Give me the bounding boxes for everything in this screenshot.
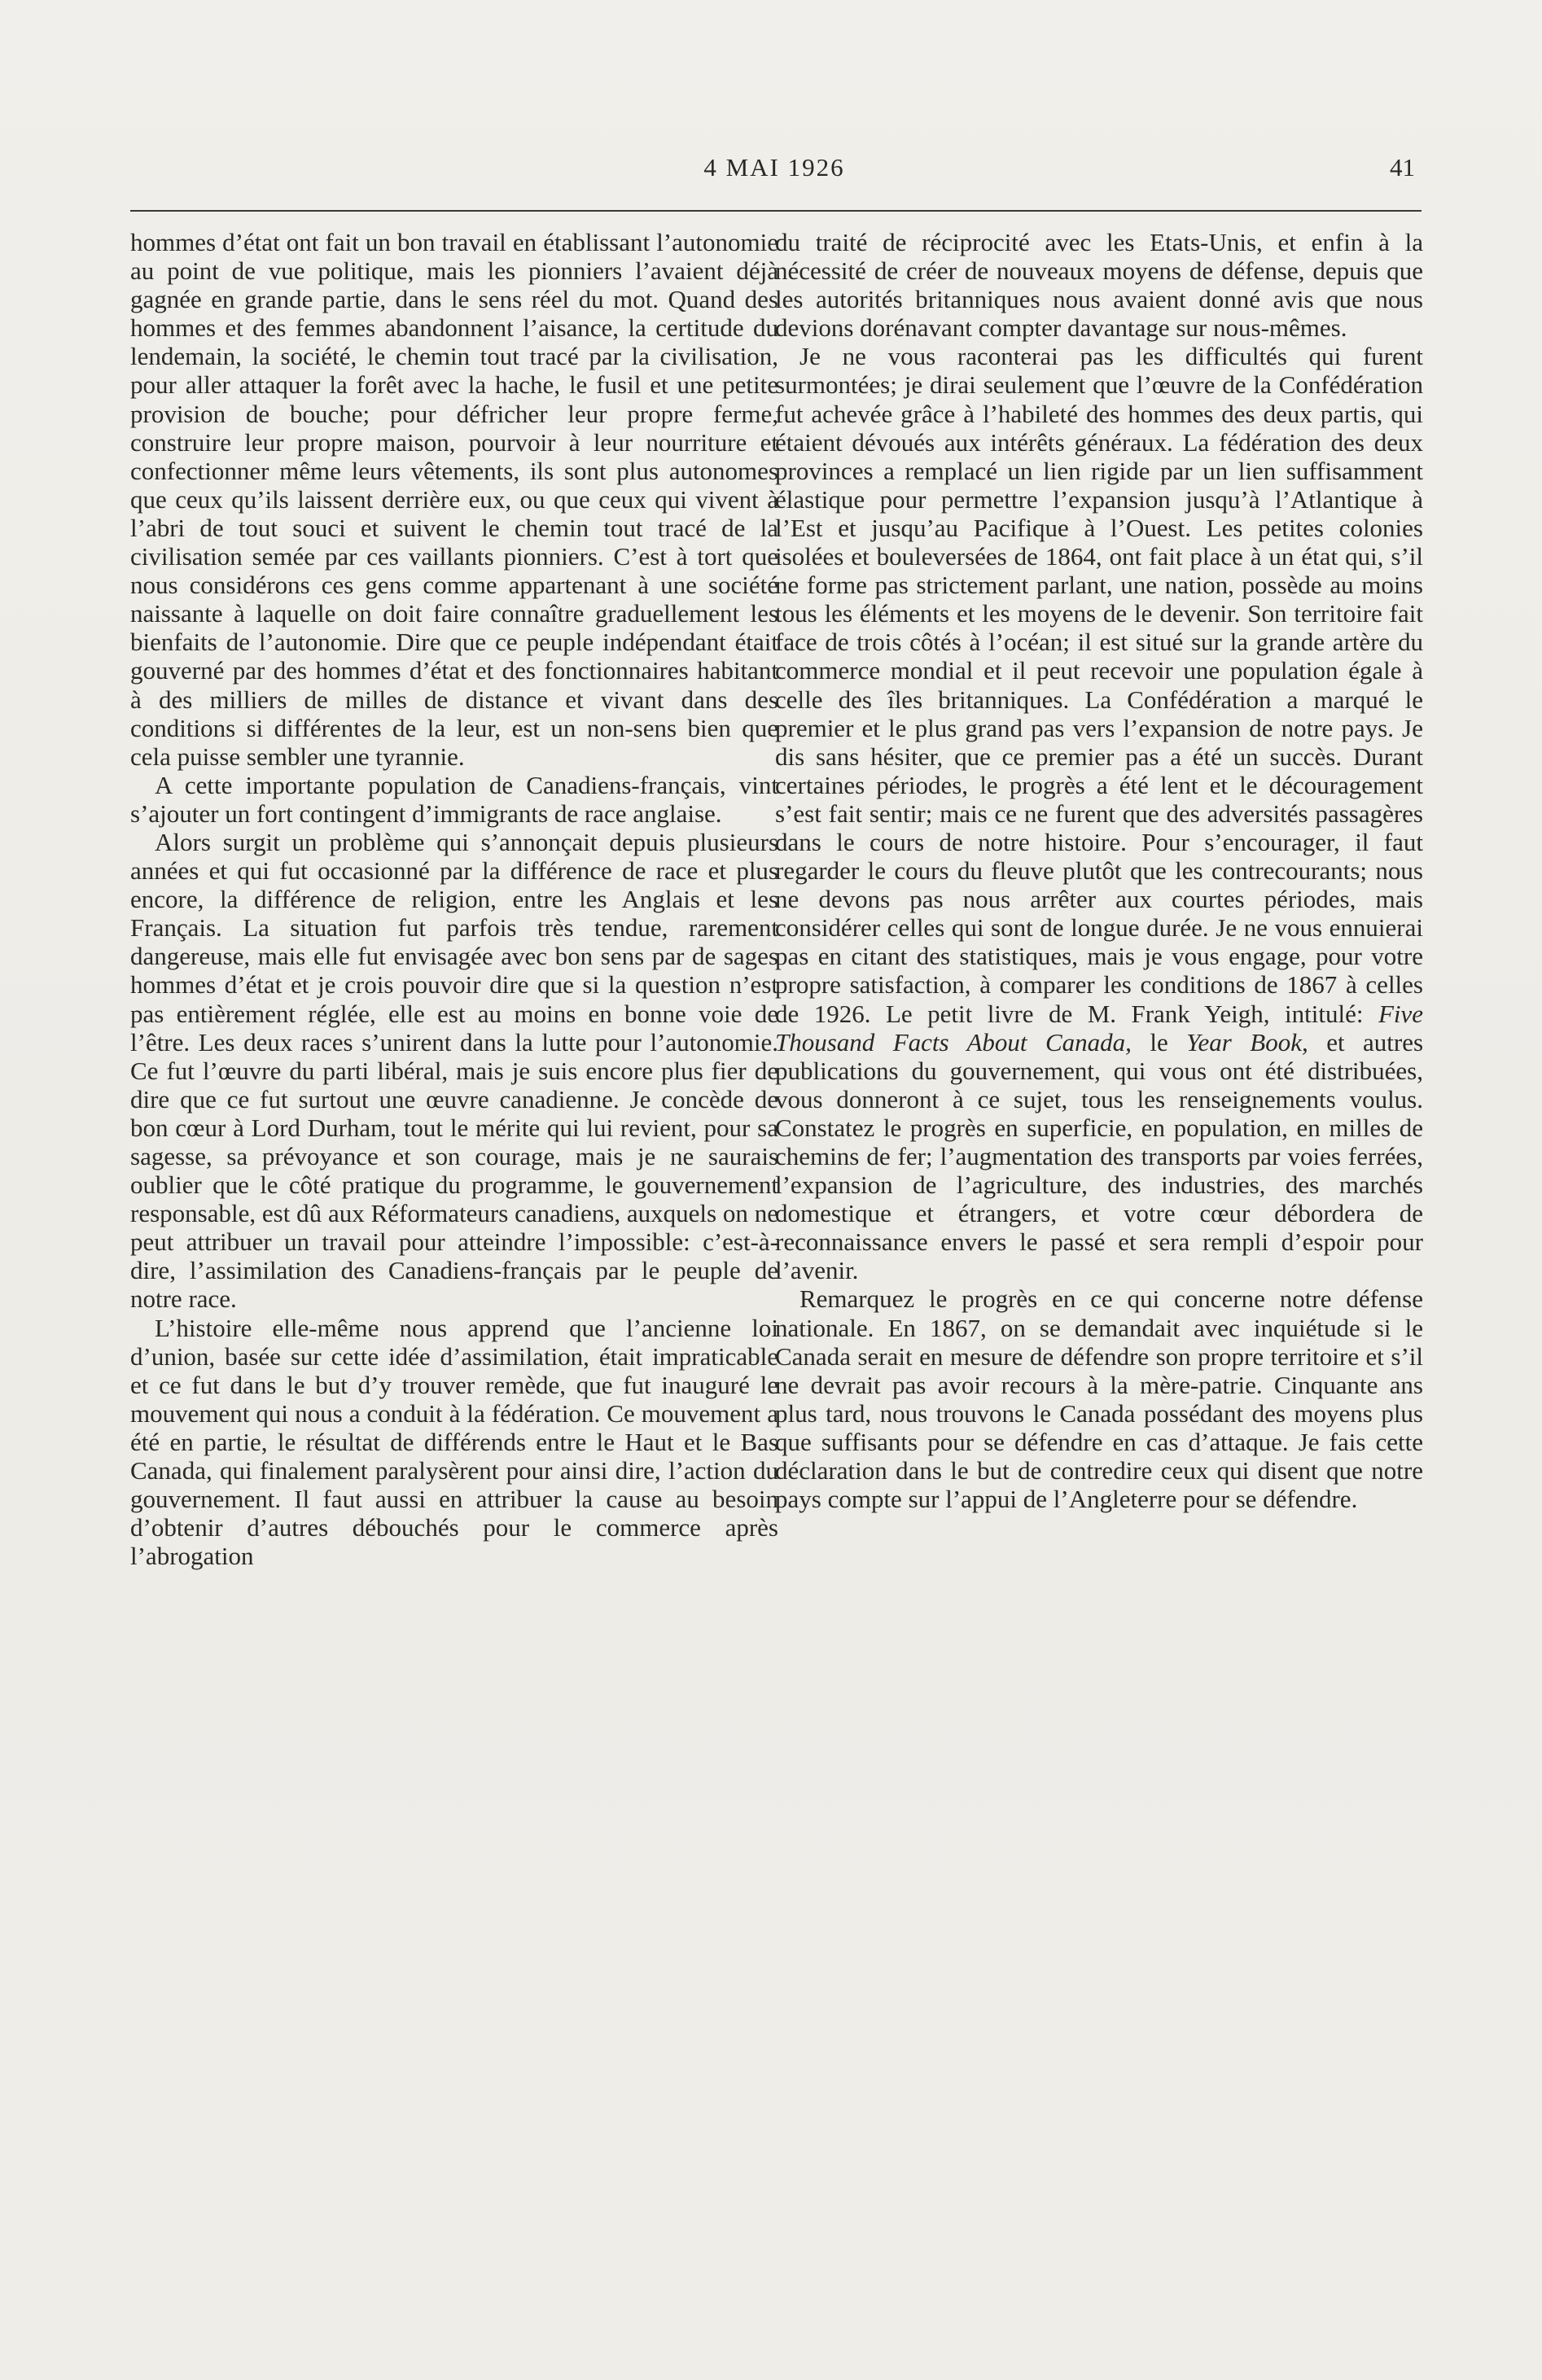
book-title: Five Thousand Facts About Canada,: [775, 999, 1424, 1057]
book-joiner: le: [1150, 1027, 1168, 1057]
right-column: [775, 228, 1423, 1513]
paragraph: A cette importante population de Canadiens-français, vint s’ajouter un fort contingent d’immigrants de race anglaise.: [130, 770, 778, 828]
paragraph-text: Je ne vous raconterai pas les difficultés qui furent surmontées; je dirai seulement que l’œuvre de la Confédération fut achevée grâce à l’habileté des hommes des deux partis, qui étaient dévoués aux intérêts généraux. La fédération des deux provinces a remplacé un lien rigide par un lien suffisamment élastique pour permettre l’expansion jusqu’à l’Atlantique à l’Est et jusqu’au Pacifique à l’Ouest. Les petites colonies isolées et bouleversées de 1864, ont fait place à un état qui, s’il ne forme pas strictement parlant, une nation, possède au moins tous les éléments et les moyens de le devenir. Son territoire fait face de trois côtés à l’océan; il est situé sur la grande artère du commerce mondial et il peut recevoir une population égale à celle des îles britanniques. La Confédération a marqué le premier et le plus grand pas vers l’expansion de notre pays. Je dis sans hésiter, que ce premier pas a été un succès. Durant certaines périodes, le progrès a été lent et le découragement s’est fait sentir; mais ce ne furent que des adversités passagères dans le cours de notre histoire. Pour s’encourager, il faut regarder le cours du fleuve plutôt que les contrecourants; nous ne devons pas nous arrêter aux courtes périodes, mais considérer celles qui sont de longue durée. Je ne vous ennuierai pas en citant des statistiques, mais je vous engage, pour votre propre satisfaction, à comparer les conditions de 1867 à celles de 1926. Le petit livre de M. Frank Yeigh, intitulé:: [775, 342, 1423, 1028]
header-rule: [130, 210, 1422, 212]
paragraph: [775, 342, 1423, 1284]
paragraph-text: et autres publications du gouvernement, qui vous ont été distribuées, vous donneront à ce sujet, tous les renseignements voulus. Constatez le progrès en superficie, en population, en milles de chemins de fer; l’augmentation des transports par voies ferrées, l’expansion de l’agriculture, des industries, des marchés domestique et étrangers, et votre cœur débordera de reconnaissance envers le passé et sera rempli d’espoir pour l’avenir.: [775, 1027, 1424, 1285]
left-column: [130, 228, 778, 1570]
paragraph: du traité de réciprocité avec les Etats-Unis, et enfin à la nécessité de créer de nouveaux moyens de défense, depuis que les autorités britanniques nous avaient donné avis que nous devions dorénavant compter davantage sur nous-mêmes.: [775, 228, 1423, 343]
book-title-2: Year Book,: [1186, 1027, 1308, 1057]
paragraph: hommes d’état ont fait un bon travail en établissant l’autonomie au point de vue politique, mais les pionniers l’avaient déjà gagnée en grande partie, dans le sens réel du mot. Quand des hommes et des femmes abandonnent l’aisance, la certitude du lendemain, la société, le chemin tout tracé par la civilisation, pour aller attaquer la forêt avec la hache, le fusil et une petite provision de bouche; pour défricher leur propre ferme, construire leur propre maison, pourvoir à leur nourriture et confectionner même leurs vêtements, ils sont plus autonomes que ceux qu’ils laissent derrière eux, ou que ceux qui vivent à l’abri de tout souci et suivent le chemin tout tracé de la civilisation semée par ces vaillants pionniers. C’est à tort que nous considérons ces gens comme appartenant à une société naissante à laquelle on doit faire connaître graduellement les bienfaits de l’autonomie. Dire que ce peuple indépendant était gouverné par des hommes d’état et des fonctionnaires habitant à des milliers de milles de distance et vivant dans des conditions si différentes de la leur, est un non-sens bien que cela puisse sembler une tyrannie.: [130, 228, 778, 771]
paragraph: Alors surgit un problème qui s’annonçait depuis plusieurs années et qui fut occasionné par la différence de race et plus encore, la différence de religion, entre les Anglais et les Français. La situation fut parfois très tendue, rarement dangereuse, mais elle fut envisagée avec bon sens par de sages hommes d’état et je crois pouvoir dire que si la question n’est pas entièrement réglée, elle est au moins en bonne voie de l’être. Les deux races s’unirent dans la lutte pour l’autonomie. Ce fut l’œuvre du parti libéral, mais je suis encore plus fier de dire que ce fut surtout une œuvre canadienne. Je concède de bon cœur à Lord Durham, tout le mérite qui lui revient, pour sa sagesse, sa prévoyance et son courage, mais je ne saurais oublier que le côté pratique du programme, le gouvernement responsable, est dû aux Réformateurs canadiens, auxquels on ne peut attribuer un travail pour atteindre l’impossible: c’est-à-dire, l’assimilation des Canadiens-français par le peuple de notre race.: [130, 827, 778, 1314]
header-date: 4 MAI 1926: [703, 153, 845, 182]
page-number: 41: [1390, 153, 1415, 182]
paragraph: L’histoire elle-même nous apprend que l’ancienne loi d’union, basée sur cette idée d’assimilation, était impraticable et ce fut dans le but d’y trouver remède, que fut inauguré le mouvement qui nous a conduit à la fédération. Ce mouvement a été en partie, le résultat de différends entre le Haut et le Bas Canada, qui finalement paralysèrent pour ainsi dire, l’action du gouvernement. Il faut aussi en attribuer la cause au besoin d’obtenir d’autres débouchés pour le commerce après l’abrogation: [130, 1313, 778, 1571]
paragraph: Remarquez le progrès en ce qui concerne notre défense nationale. En 1867, on se demandait avec inquiétude si le Canada serait en mesure de défendre son propre territoire et s’il ne devrait pas avoir recours à la mère-patrie. Cinquante ans plus tard, nous trouvons le Canada possédant des moyens plus que suffisants pour se défendre en cas d’attaque. Je fais cette déclaration dans le but de contredire ceux qui disent que notre pays compte sur l’appui de l’Angleterre pour se défendre.: [775, 1284, 1423, 1514]
page-header: [130, 153, 1418, 202]
